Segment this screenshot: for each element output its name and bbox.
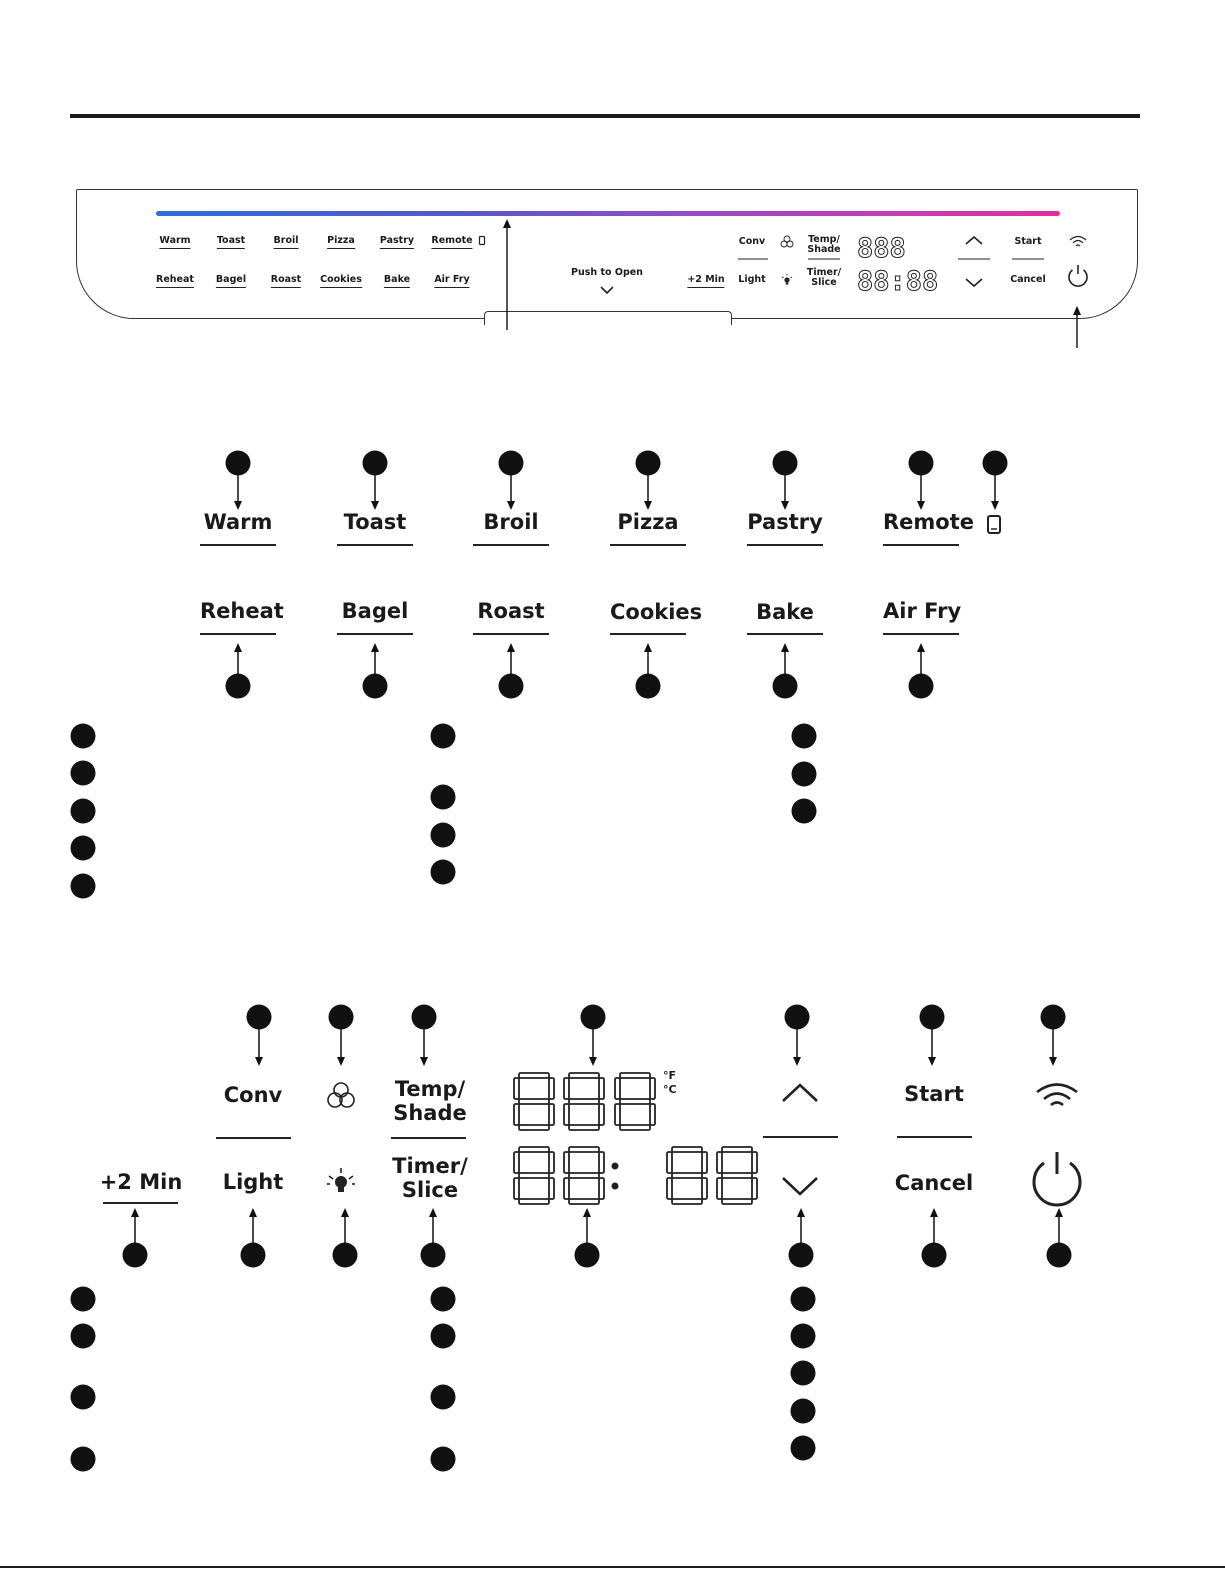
- timer-slice-line1: Timer/: [806, 267, 842, 278]
- callout-arrowhead: [1049, 1057, 1057, 1066]
- bagel-key[interactable]: Bagel: [216, 274, 246, 288]
- callout-dot: [792, 799, 817, 824]
- callout-dot: [791, 1399, 816, 1424]
- callout-arrowhead: [644, 501, 652, 510]
- reheat-key[interactable]: Reheat: [156, 274, 194, 288]
- callout-dot: [431, 823, 456, 848]
- light-key[interactable]: Light: [738, 274, 766, 285]
- callout-dot: [363, 451, 388, 476]
- light-key-large[interactable]: Light: [222, 1170, 284, 1194]
- remote-label: Remote: [883, 510, 975, 534]
- callout-dot: [226, 451, 251, 476]
- callout-dot: [791, 1287, 816, 1312]
- callout-dot: [920, 1005, 945, 1030]
- toast-label: Toast: [343, 510, 407, 534]
- timer-slice-line2: Slice: [811, 277, 837, 288]
- bulb-icon: [327, 1168, 355, 1192]
- callout-dot: [329, 1005, 354, 1030]
- callout-arrowhead: [341, 1208, 349, 1217]
- callout-arrowhead: [917, 501, 925, 510]
- callout-arrowhead: [930, 1208, 938, 1217]
- callout-dot: [247, 1005, 272, 1030]
- temp-shade-line1: Temp/: [808, 234, 840, 245]
- callout-dot: [123, 1243, 148, 1268]
- callout-dot: [71, 1447, 96, 1472]
- callout-dot: [71, 836, 96, 861]
- display-small-bottom: 88:88: [857, 266, 939, 297]
- callout-dot: [226, 674, 251, 699]
- callout-dot: [421, 1243, 446, 1268]
- pastry-key[interactable]: Pastry: [380, 235, 414, 249]
- callout-dot: [71, 874, 96, 899]
- callout-arrowhead: [371, 643, 379, 652]
- callout-dot: [71, 724, 96, 749]
- push-to-open-label: Push to Open: [571, 267, 643, 278]
- callout-arrowhead: [234, 501, 242, 510]
- callout-dot: [412, 1005, 437, 1030]
- callout-arrowhead: [644, 643, 652, 652]
- pizza-label: Pizza: [617, 510, 679, 534]
- callout-arrowhead: [234, 643, 242, 652]
- display-digit: [717, 1147, 757, 1204]
- timer-slice-large-line2: Slice: [401, 1178, 459, 1202]
- unit-f: °F: [663, 1069, 677, 1082]
- callout-dot: [499, 674, 524, 699]
- callout-arrowhead: [507, 643, 515, 652]
- callout-dot: [431, 1287, 456, 1312]
- bagel-label: Bagel: [341, 599, 409, 623]
- callout-dot: [773, 451, 798, 476]
- roast-label: Roast: [477, 599, 545, 623]
- callout-arrowhead: [781, 643, 789, 652]
- callout-arrowhead: [507, 501, 515, 510]
- callout-dot: [581, 1005, 606, 1030]
- display-digit: [514, 1073, 554, 1130]
- callout-dot: [71, 1324, 96, 1349]
- callout-dot: [431, 785, 456, 810]
- cookies-key[interactable]: Cookies: [320, 274, 362, 288]
- callout-dot: [71, 1385, 96, 1410]
- callout-dot: [363, 674, 388, 699]
- callout-dot: [333, 1243, 358, 1268]
- callout-dot: [909, 451, 934, 476]
- start-key[interactable]: Start: [1014, 236, 1042, 247]
- cancel-key-large[interactable]: Cancel: [894, 1171, 974, 1195]
- callout-dot: [1047, 1243, 1072, 1268]
- bake-label: Bake: [756, 600, 814, 624]
- callout-dot: [909, 674, 934, 699]
- display-digit: [667, 1147, 707, 1204]
- callout-dot: [431, 860, 456, 885]
- broil-key[interactable]: Broil: [274, 235, 299, 249]
- callout-arrowhead: [1055, 1208, 1063, 1217]
- temp-shade-large-line2: Shade: [393, 1101, 467, 1125]
- remote-key[interactable]: Remote: [431, 235, 472, 249]
- callout-dot: [71, 799, 96, 824]
- callout-dot: [636, 674, 661, 699]
- fan-icon: [328, 1083, 354, 1107]
- callout-arrowhead: [583, 1208, 591, 1217]
- broil-label: Broil: [483, 510, 539, 534]
- callout-dot: [1041, 1005, 1066, 1030]
- callout-dot: [792, 724, 817, 749]
- callout-dot: [431, 1385, 456, 1410]
- callout-dot: [983, 451, 1008, 476]
- callout-dot: [431, 1447, 456, 1472]
- chevron-down-icon: [783, 1178, 817, 1194]
- callout-arrowhead: [131, 1208, 139, 1217]
- callout-arrowhead: [781, 501, 789, 510]
- callout-dot: [431, 1324, 456, 1349]
- callout-dot: [241, 1243, 266, 1268]
- callout-arrowhead: [589, 1057, 597, 1066]
- callout-arrowhead: [991, 501, 999, 510]
- callout-arrowhead: [429, 1208, 437, 1217]
- temp-shade-line2: Shade: [807, 244, 841, 255]
- plus-two-min-key[interactable]: +2 Min: [687, 274, 724, 288]
- pizza-key[interactable]: Pizza: [327, 235, 355, 249]
- callout-arrowhead: [255, 1057, 263, 1066]
- callout-dot: [71, 1287, 96, 1312]
- callout-dot: [575, 1243, 600, 1268]
- callout-arrowhead: [337, 1057, 345, 1066]
- roast-key[interactable]: Roast: [271, 274, 301, 288]
- callout-dot: [792, 762, 817, 787]
- callout-dot: [636, 451, 661, 476]
- chevron-up-icon: [783, 1085, 817, 1101]
- callout-dot: [499, 451, 524, 476]
- toast-key[interactable]: Toast: [217, 235, 245, 249]
- callout-dot: [71, 761, 96, 786]
- cancel-key[interactable]: Cancel: [1010, 274, 1046, 285]
- phone-icon: [988, 516, 1000, 533]
- display-digit: [514, 1147, 554, 1204]
- callout-dot: [791, 1324, 816, 1349]
- conv-key-large[interactable]: Conv: [223, 1083, 283, 1107]
- callout-arrowhead: [793, 1057, 801, 1066]
- callout-dot: [791, 1361, 816, 1386]
- callout-dot: [922, 1243, 947, 1268]
- callout-dot: [431, 724, 456, 749]
- air-fry-key[interactable]: Air Fry: [434, 274, 469, 288]
- warm-label: Warm: [203, 510, 273, 534]
- conv-key[interactable]: Conv: [738, 236, 766, 247]
- display-colon-dot: [612, 1163, 619, 1170]
- cookies-label: Cookies: [610, 600, 703, 624]
- timer-slice-large-line1: Timer/: [392, 1154, 468, 1178]
- callout-arrowhead: [249, 1208, 257, 1217]
- display-colon-dot: [612, 1183, 619, 1190]
- callout-arrowhead: [917, 643, 925, 652]
- start-key-large[interactable]: Start: [904, 1082, 964, 1106]
- display-digit: [564, 1073, 604, 1130]
- unit-c: °C: [663, 1083, 677, 1096]
- warm-key[interactable]: Warm: [159, 235, 190, 249]
- bake-key[interactable]: Bake: [384, 274, 410, 288]
- callout-arrowhead: [420, 1057, 428, 1066]
- callout-arrowhead: [371, 501, 379, 510]
- display-small-top: 888: [857, 233, 906, 264]
- callout-arrowhead: [928, 1057, 936, 1066]
- display-digit: [615, 1073, 655, 1130]
- pastry-label: Pastry: [747, 510, 823, 534]
- callout-dot: [785, 1005, 810, 1030]
- callout-dot: [791, 1436, 816, 1461]
- callout-dot: [773, 674, 798, 699]
- reheat-label: Reheat: [200, 599, 284, 623]
- temp-shade-large-line1: Temp/: [394, 1077, 466, 1101]
- power-icon: [1034, 1152, 1080, 1205]
- plus-two-min-key-large[interactable]: +2 Min: [99, 1170, 183, 1194]
- display-digit: [564, 1147, 604, 1204]
- wifi-icon: [1037, 1085, 1077, 1106]
- air-fry-label: Air Fry: [883, 599, 962, 623]
- callout-arrowhead: [797, 1208, 805, 1217]
- callout-dot: [789, 1243, 814, 1268]
